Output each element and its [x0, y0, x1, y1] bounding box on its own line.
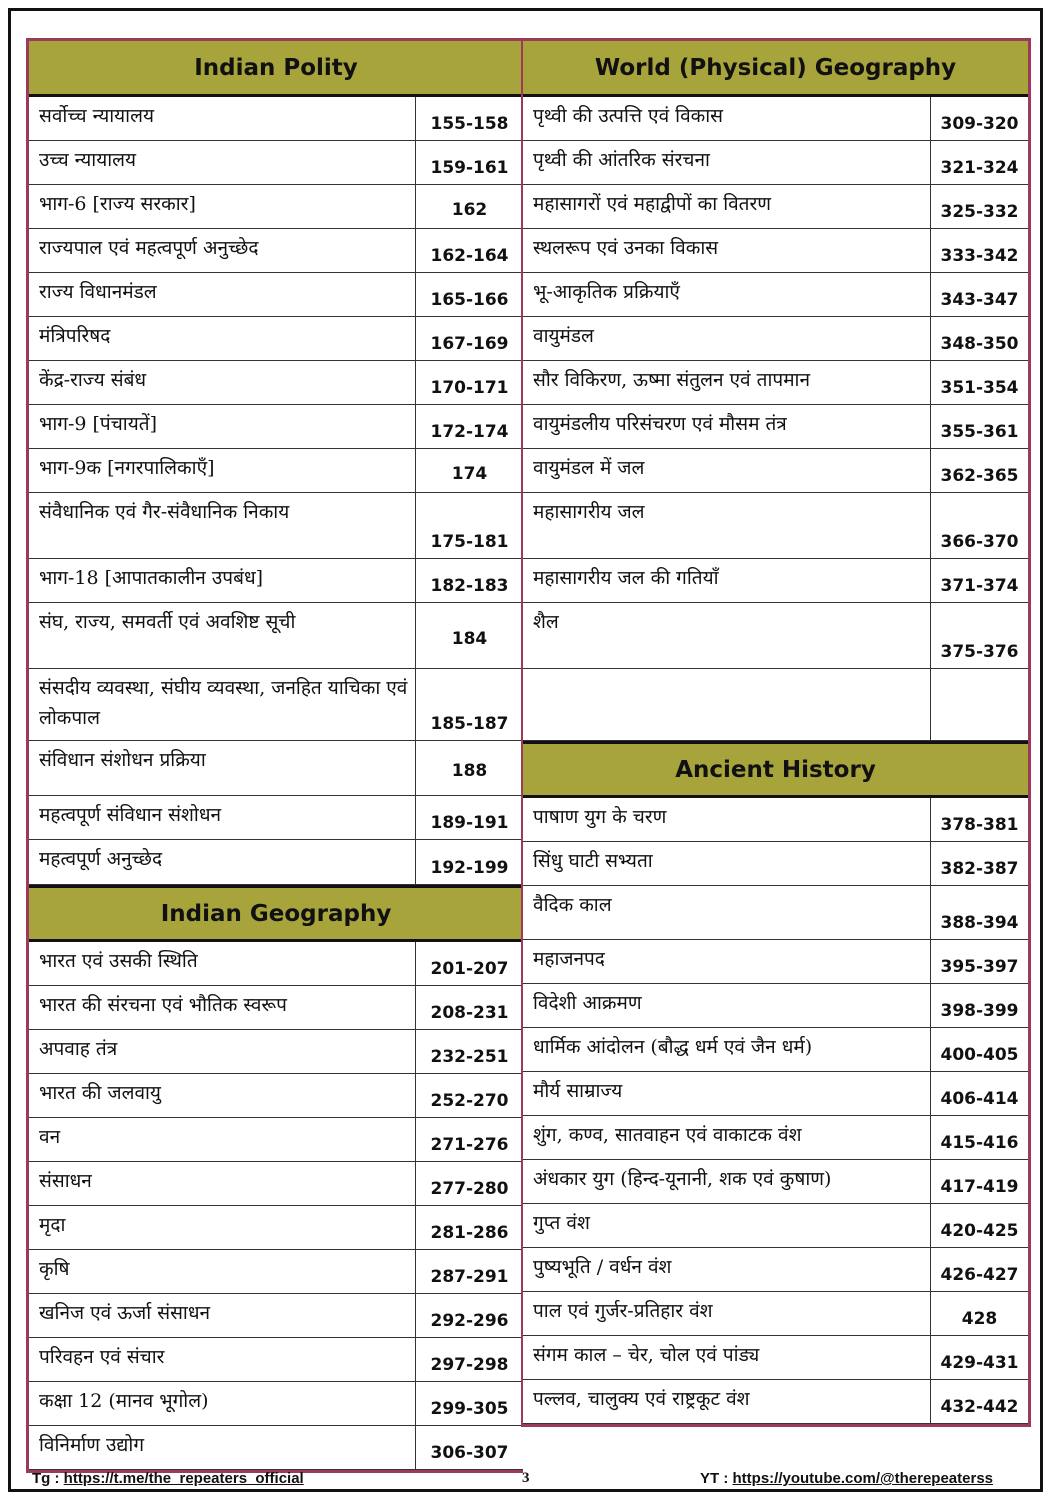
page-range-cell: 162-164: [415, 229, 523, 272]
topic-cell: विनिर्माण उद्योग: [39, 1434, 145, 1456]
table-row: [523, 798, 1028, 842]
page-range-cell: 343-347: [930, 273, 1028, 316]
topic-cell: अंधकार युग (हिन्द-यूनानी, शक एवं कुषाण): [533, 1168, 832, 1190]
telegram-link[interactable]: https://t.me/the_repeaters_official: [63, 1470, 304, 1487]
topic-cell: भारत एवं उसकी स्थिति: [39, 950, 198, 972]
page-range-cell: 159-161: [415, 141, 523, 184]
table-row: [523, 97, 1028, 141]
right-column: [521, 38, 1031, 1427]
table-row: [29, 796, 523, 840]
page-range-cell: 271-276: [415, 1118, 523, 1161]
section-heading-ancient-history: Ancient History: [523, 741, 1028, 798]
table-row: [523, 1336, 1028, 1380]
section-heading-world-geography: World (Physical) Geography: [523, 41, 1028, 97]
page-range-cell: 378-381: [930, 798, 1028, 841]
table-row: [523, 842, 1028, 886]
table-row: [29, 273, 523, 317]
table-row: [29, 449, 523, 493]
table-row: [29, 1382, 523, 1426]
table-row: [523, 1292, 1028, 1336]
topic-cell: भारत की संरचना एवं भौतिक स्वरूप: [39, 994, 287, 1016]
topic-cell: पाल एवं गुर्जर-प्रतिहार वंश: [533, 1300, 713, 1322]
table-row: [523, 1116, 1028, 1160]
topic-cell: मंत्रिपरिषद: [39, 325, 111, 347]
table-row: [523, 886, 1028, 940]
page-range-cell: 428: [930, 1292, 1028, 1335]
topic-cell: भारत की जलवायु: [39, 1082, 161, 1104]
topic-cell: संगम काल – चेर, चोल एवं पांड्य: [533, 1344, 760, 1366]
page-range-cell: 362-365: [930, 449, 1028, 492]
page-range-cell: 299-305: [415, 1382, 523, 1425]
youtube-link[interactable]: https://youtube.com/@therepeaterss: [732, 1470, 994, 1487]
table-row: [29, 559, 523, 603]
page-range-cell: 366-370: [930, 493, 1028, 558]
topic-cell: पल्लव, चालुक्य एवं राष्ट्रकूट वंश: [533, 1388, 750, 1410]
topic-cell: पृथ्वी की आंतरिक संरचना: [533, 149, 710, 171]
table-row: [523, 1248, 1028, 1292]
topic-cell: कृषि: [39, 1258, 70, 1280]
page-range-cell: 292-296: [415, 1294, 523, 1337]
table-row: [29, 1250, 523, 1294]
table-row: [29, 361, 523, 405]
table-row: [29, 141, 523, 185]
topic-cell: संवैधानिक एवं गैर-संवैधानिक निकाय: [39, 501, 290, 523]
topic-cell: शैल: [533, 611, 559, 633]
table-row: [29, 1338, 523, 1382]
topic-cell: परिवहन एवं संचार: [39, 1346, 165, 1368]
page-range-cell: 232-251: [415, 1030, 523, 1073]
page-range-cell: 400-405: [930, 1028, 1028, 1071]
page-range-cell: 333-342: [930, 229, 1028, 272]
table-row: [29, 405, 523, 449]
page-range-cell: 192-199: [415, 840, 523, 884]
table-row: [29, 1118, 523, 1162]
page-range-cell: 415-416: [930, 1116, 1028, 1159]
topic-cell: शुंग, कण्व, सातवाहन एवं वाकाटक वंश: [533, 1124, 802, 1146]
page-range-cell: 184: [415, 603, 523, 668]
topic-cell: महासागरों एवं महाद्वीपों का वितरण: [533, 193, 772, 215]
topic-cell: भाग-18 [आपातकालीन उपबंध]: [39, 567, 264, 589]
left-column: [26, 38, 523, 1473]
table-row: [523, 559, 1028, 603]
table-row: [523, 317, 1028, 361]
table-row: [523, 603, 1028, 669]
table-row: [523, 141, 1028, 185]
topic-cell: सर्वोच्च न्यायालय: [39, 105, 154, 127]
page-range-cell: 174: [415, 449, 523, 492]
page-range-cell: 375-376: [930, 603, 1028, 668]
table-row: [523, 669, 1028, 741]
topic-cell: महासागरीय जल: [533, 501, 645, 523]
geography-list: [29, 942, 523, 1470]
topic-cell: वायुमंडल में जल: [533, 457, 645, 479]
page-range-cell: 398-399: [930, 984, 1028, 1027]
page-range-cell: 208-231: [415, 986, 523, 1029]
table-row: [523, 449, 1028, 493]
table-row: [523, 1028, 1028, 1072]
topic-cell: पुष्यभूति / वर्धन वंश: [533, 1256, 672, 1278]
topic-cell: संसदीय व्यवस्था, संघीय व्यवस्था, जनहित याचिका एवं लोकपाल: [39, 677, 408, 729]
page-range-cell: 325-332: [930, 185, 1028, 228]
topic-cell: केंद्र-राज्य संबंध: [39, 369, 147, 391]
section-heading-indian-polity: Indian Polity: [29, 41, 523, 97]
page-range-cell: 371-374: [930, 559, 1028, 602]
topic-cell: सौर विकिरण, ऊष्मा संतुलन एवं तापमान: [533, 369, 811, 391]
page-range-cell: 321-324: [930, 141, 1028, 184]
page-range-cell: 432-442: [930, 1380, 1028, 1423]
page-range-cell: 355-361: [930, 405, 1028, 448]
table-row: [523, 1204, 1028, 1248]
page-range-cell: 388-394: [930, 886, 1028, 939]
topic-cell: महाजनपद: [533, 948, 605, 970]
table-row: [523, 229, 1028, 273]
topic-cell: महत्वपूर्ण संविधान संशोधन: [39, 804, 222, 826]
page-range-cell: 287-291: [415, 1250, 523, 1293]
topic-cell: खनिज एवं ऊर्जा संसाधन: [39, 1302, 211, 1324]
page-range-cell: 201-207: [415, 942, 523, 985]
topic-cell: धार्मिक आंदोलन (बौद्ध धर्म एवं जैन धर्म): [533, 1036, 813, 1058]
topic-cell: भू-आकृतिक प्रक्रियाएँ: [533, 281, 680, 303]
topic-cell: वैदिक काल: [533, 894, 612, 916]
topic-cell: भाग-6 [राज्य सरकार]: [39, 193, 196, 215]
table-row: [29, 97, 523, 141]
topic-cell: उच्च न्यायालय: [39, 149, 137, 171]
topic-cell: मृदा: [39, 1214, 66, 1236]
footer: [0, 1470, 1055, 1490]
table-row: [29, 669, 523, 741]
table-row: [523, 1072, 1028, 1116]
page-range-cell: 306-307: [415, 1426, 523, 1469]
page-range-cell: 351-354: [930, 361, 1028, 404]
page-range-cell: 167-169: [415, 317, 523, 360]
topic-cell: संविधान संशोधन प्रक्रिया: [39, 749, 206, 771]
topic-cell: वन: [39, 1126, 61, 1148]
page-range-cell: 348-350: [930, 317, 1028, 360]
topic-cell: महत्वपूर्ण अनुच्छेद: [39, 848, 163, 870]
page-range-cell: 182-183: [415, 559, 523, 602]
topic-cell: पृथ्वी की उत्पत्ति एवं विकास: [533, 105, 724, 127]
topic-cell: मौर्य साम्राज्य: [533, 1080, 623, 1102]
table-row: [523, 185, 1028, 229]
page-range-cell: 172-174: [415, 405, 523, 448]
section-heading-indian-geography: Indian Geography: [29, 885, 523, 942]
footer-telegram: Tg : https://t.me/the_repeaters_official: [32, 1470, 304, 1487]
topic-cell: संसाधन: [39, 1170, 92, 1192]
topic-cell: कक्षा 12 (मानव भूगोल): [39, 1390, 209, 1412]
table-row: [523, 405, 1028, 449]
page-range-cell: 429-431: [930, 1336, 1028, 1379]
ancient-history-list: [523, 798, 1028, 1424]
polity-list: [29, 97, 523, 885]
table-row: [29, 741, 523, 796]
table-row: [29, 229, 523, 273]
world-geography-list: [523, 97, 1028, 741]
page-range-cell: 277-280: [415, 1162, 523, 1205]
page-range-cell: 426-427: [930, 1248, 1028, 1291]
page-range-cell: 406-414: [930, 1072, 1028, 1115]
page-range-cell: 309-320: [930, 97, 1028, 140]
table-row: [29, 1294, 523, 1338]
topic-cell: पाषाण युग के चरण: [533, 806, 667, 828]
table-row: [523, 1160, 1028, 1204]
page-range-cell: 162: [415, 185, 523, 228]
page-range-cell: 297-298: [415, 1338, 523, 1381]
topic-cell: राज्यपाल एवं महत्वपूर्ण अनुच्छेद: [39, 237, 259, 259]
page-range-cell: 185-187: [415, 669, 523, 740]
page-range-cell: 382-387: [930, 842, 1028, 885]
footer-youtube: YT : https://youtube.com/@therepeaterss: [700, 1470, 994, 1487]
topic-cell: वायुमंडलीय परिसंचरण एवं मौसम तंत्र: [533, 413, 787, 435]
page-range-cell: 170-171: [415, 361, 523, 404]
page-range-cell: 281-286: [415, 1206, 523, 1249]
table-row: [523, 493, 1028, 559]
page-range-cell: 165-166: [415, 273, 523, 316]
topic-cell: विदेशी आक्रमण: [533, 992, 642, 1014]
table-row: [523, 361, 1028, 405]
topic-cell: संघ, राज्य, समवर्ती एवं अवशिष्ट सूची: [39, 611, 296, 633]
table-row: [523, 1380, 1028, 1424]
table-row: [523, 940, 1028, 984]
table-row: [29, 603, 523, 669]
topic-cell: राज्य विधानमंडल: [39, 281, 157, 303]
page-range-cell: 189-191: [415, 796, 523, 839]
topic-cell: भाग-9 [पंचायतें]: [39, 413, 157, 435]
table-row: [29, 493, 523, 559]
topic-cell: महासागरीय जल की गतियाँ: [533, 567, 719, 589]
topic-cell: [523, 669, 930, 740]
page-range-cell: [930, 669, 1028, 740]
table-row: [29, 840, 523, 885]
table-row: [29, 1162, 523, 1206]
table-row: [29, 986, 523, 1030]
topic-cell: सिंधु घाटी सभ्यता: [533, 850, 653, 872]
table-row: [29, 317, 523, 361]
page-range-cell: 420-425: [930, 1204, 1028, 1247]
page-range-cell: 252-270: [415, 1074, 523, 1117]
table-row: [29, 1206, 523, 1250]
page-number: 3: [522, 1470, 530, 1486]
topic-cell: गुप्त वंश: [533, 1212, 590, 1234]
table-row: [523, 273, 1028, 317]
page-range-cell: 175-181: [415, 493, 523, 558]
topic-cell: वायुमंडल: [533, 325, 594, 347]
page-range-cell: 417-419: [930, 1160, 1028, 1203]
table-row: [523, 984, 1028, 1028]
table-row: [29, 1074, 523, 1118]
table-row: [29, 1030, 523, 1074]
page-range-cell: 395-397: [930, 940, 1028, 983]
topic-cell: अपवाह तंत्र: [39, 1038, 118, 1060]
table-row: [29, 1426, 523, 1470]
table-row: [29, 185, 523, 229]
topic-cell: स्थलरूप एवं उनका विकास: [533, 237, 719, 259]
table-row: [29, 942, 523, 986]
topic-cell: भाग-9क [नगरपालिकाएँ]: [39, 457, 215, 479]
page-range-cell: 155-158: [415, 97, 523, 140]
page-range-cell: 188: [415, 741, 523, 795]
